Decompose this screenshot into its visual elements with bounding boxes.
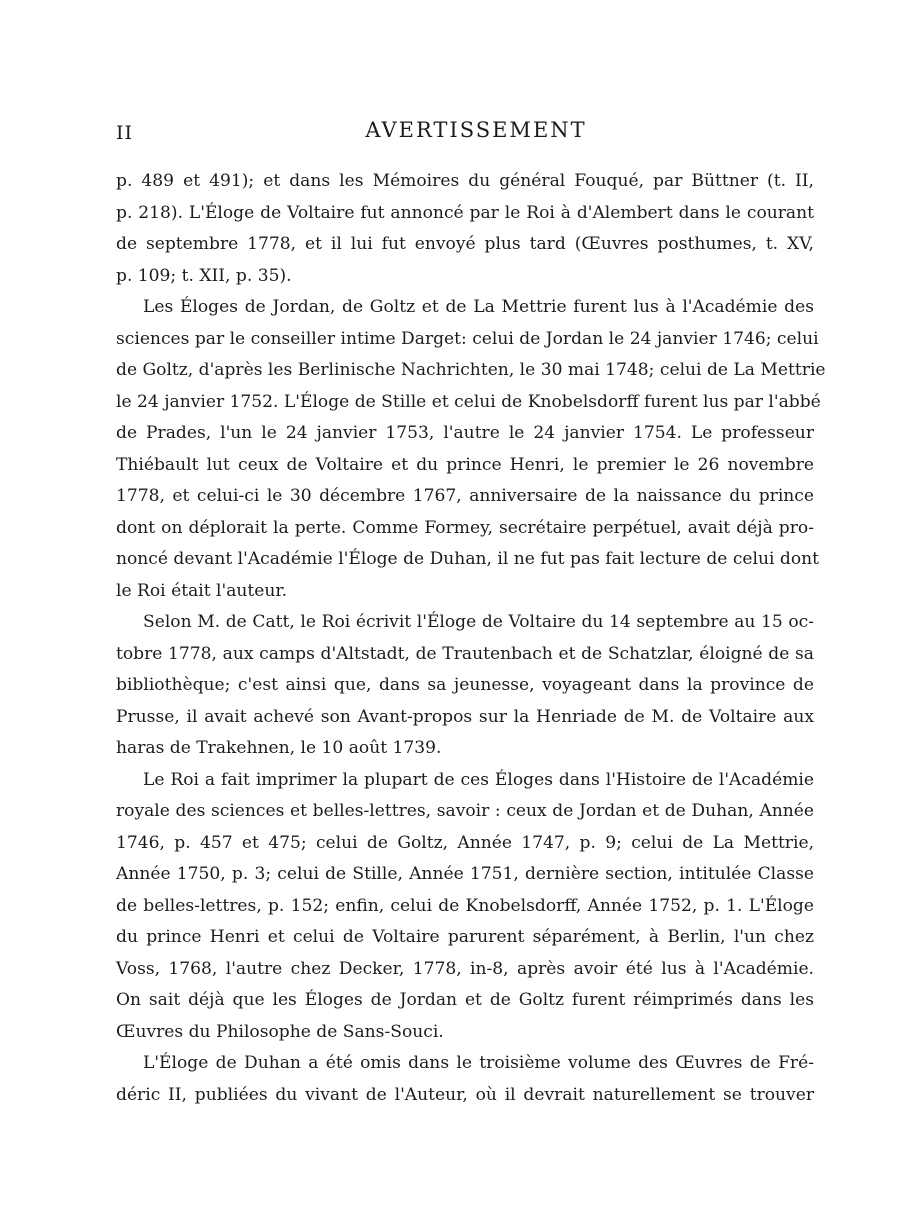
text-line: Œuvres du Philosophe de Sans-Souci. bbox=[116, 1021, 444, 1042]
text-line: dont on déplorait la perte. Comme Formey, secrétaire perpétuel, avait déjà pro- bbox=[116, 517, 814, 538]
text-line: le Roi était l'auteur. bbox=[116, 580, 288, 601]
text-line: L'Éloge de Duhan a été omis dans le troisième volume des Œuvres de Fré- bbox=[143, 1053, 814, 1073]
text-line: royale des sciences et belles-lettres, savoir : ceux de Jordan et de Duhan, Année bbox=[116, 801, 814, 821]
paragraph bbox=[116, 1048, 814, 1111]
text-line: de Goltz, d'après les Berlinische Nachrichten, le 30 mai 1748; celui de La Mettrie bbox=[116, 360, 826, 380]
text-line: p. 109; t. XII, p. 35). bbox=[116, 265, 292, 286]
text-line: Prusse, il avait achevé son Avant-propos sur la Henriade de M. de Voltaire aux bbox=[116, 706, 814, 727]
text-line: tobre 1778, aux camps d'Altstadt, de Trautenbach et de Schatzlar, éloigné de sa bbox=[116, 643, 814, 664]
text-line: Les Éloges de Jordan, de Goltz et de La Mettrie furent lus à l'Académie des bbox=[143, 297, 814, 317]
paragraph bbox=[116, 166, 814, 292]
paragraph bbox=[116, 607, 814, 765]
paragraph bbox=[116, 292, 826, 607]
text-line: 1778, et celui-ci le 30 décembre 1767, anniversaire de la naissance du prince bbox=[116, 486, 814, 506]
text-line: On sait déjà que les Éloges de Jordan et de Goltz furent réimprimés dans les bbox=[116, 990, 814, 1010]
text-line: Thiébault lut ceux de Voltaire et du prince Henri, le premier le 26 novembre bbox=[116, 454, 814, 475]
text-line: le 24 janvier 1752. L'Éloge de Stille et celui de Knobelsdorff furent lus par l'abbé bbox=[116, 391, 821, 412]
paragraph bbox=[116, 765, 814, 1049]
text-line: déric II, publiées du vivant de l'Auteur, où il devrait naturellement se trouver bbox=[116, 1084, 814, 1105]
text-line: haras de Trakehnen, le 10 août 1739. bbox=[116, 738, 442, 758]
text-line: bibliothèque; c'est ainsi que, dans sa jeunesse, voyageant dans la province de bbox=[116, 675, 814, 695]
text-line: p. 489 et 491); et dans les Mémoires du général Fouqué, par Büttner (t. II, bbox=[116, 171, 814, 191]
text-line: de Prades, l'un le 24 janvier 1753, l'autre le 24 janvier 1754. Le professeur bbox=[116, 423, 814, 443]
text-line: 1746, p. 457 et 475; celui de Goltz, Année 1747, p. 9; celui de La Mettrie, bbox=[116, 832, 814, 853]
text-line: noncé devant l'Académie l'Éloge de Duhan, il ne fut pas fait lecture de celui dont bbox=[116, 549, 820, 569]
text-line: du prince Henri et celui de Voltaire parurent séparément, à Berlin, l'un chez bbox=[116, 927, 814, 947]
text-line: Voss, 1768, l'autre chez Decker, 1778, in-8, après avoir été lus à l'Académie. bbox=[116, 958, 814, 979]
text-line: de belles-lettres, p. 152; enfin, celui de Knobelsdorff, Année 1752, p. 1. L'Éloge bbox=[116, 895, 814, 916]
running-head bbox=[116, 118, 816, 148]
header-title: AVERTISSEMENT bbox=[365, 118, 587, 142]
text-line: sciences par le conseiller intime Darget: celui de Jordan le 24 janvier 1746; celui bbox=[116, 328, 819, 349]
body-text bbox=[116, 166, 826, 1111]
text-line: p. 218). L'Éloge de Voltaire fut annoncé par le Roi à d'Alembert dans le courant bbox=[116, 202, 814, 223]
text-line: Le Roi a fait imprimer la plupart de ces Éloges dans l'Histoire de l'Académie bbox=[143, 769, 814, 790]
text-line: Année 1750, p. 3; celui de Stille, Année 1751, dernière section, intitulée Classe bbox=[116, 864, 814, 884]
text-line: Selon M. de Catt, le Roi écrivit l'Éloge de Voltaire du 14 septembre au 15 oc- bbox=[143, 612, 814, 632]
page-number: II bbox=[116, 122, 134, 144]
text-line: de septembre 1778, et il lui fut envoyé plus tard (Œuvres posthumes, t. XV, bbox=[116, 234, 814, 254]
